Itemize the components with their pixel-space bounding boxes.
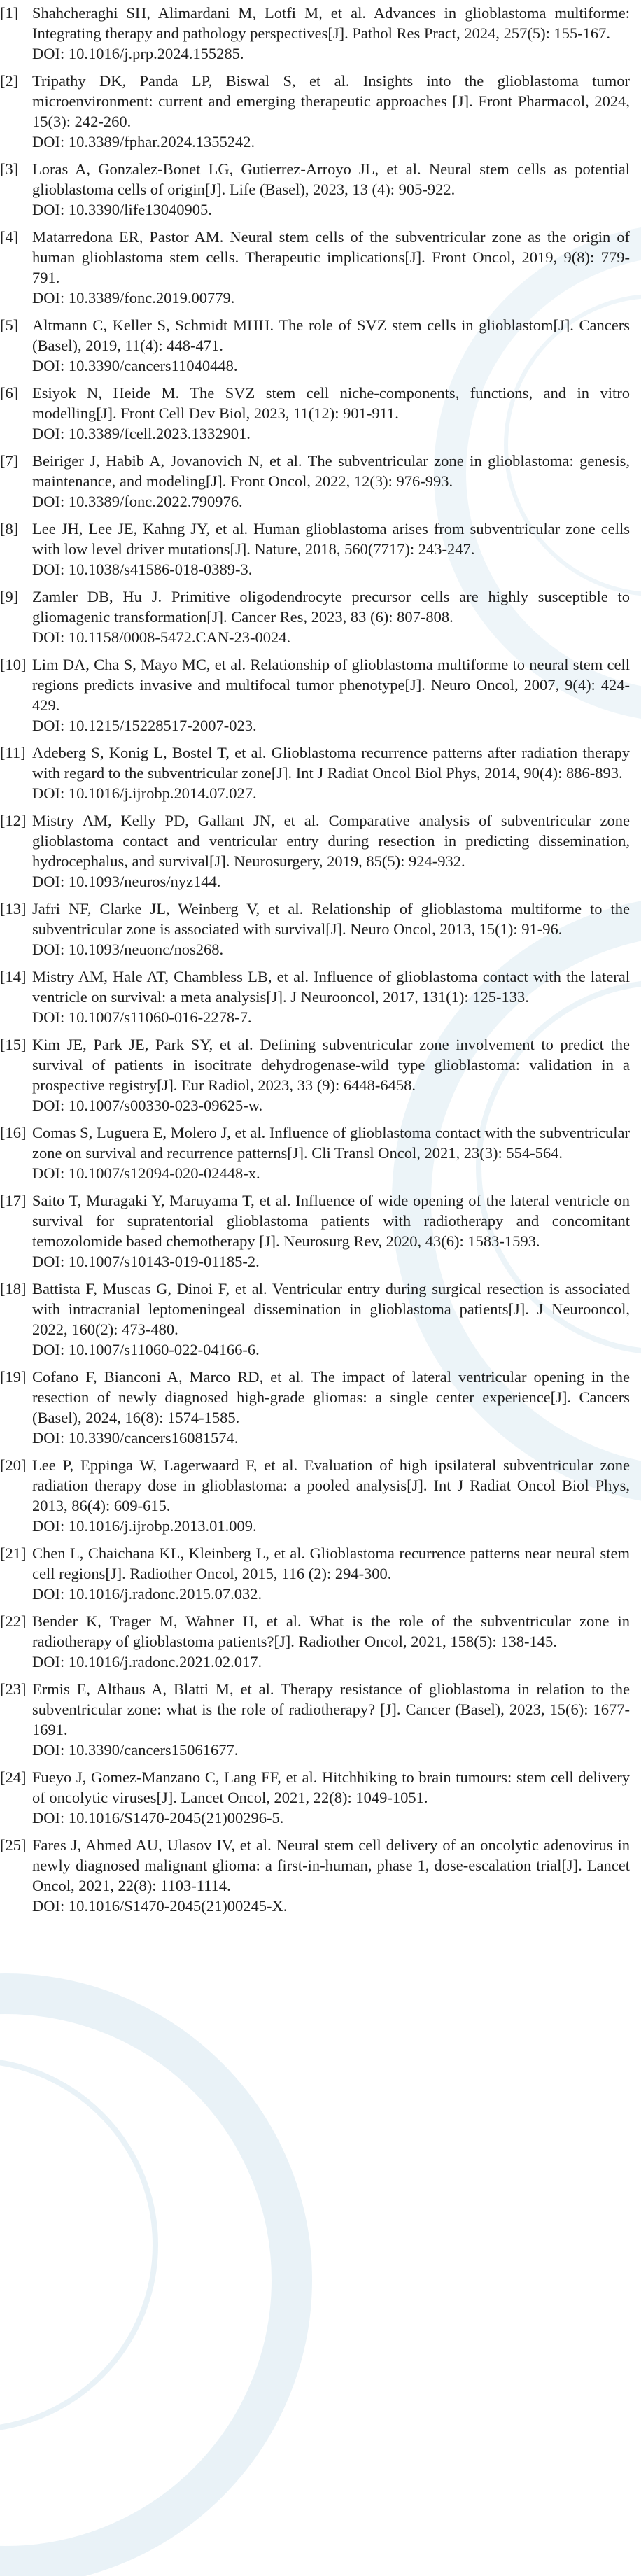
reference-number: [25] xyxy=(0,1836,27,1854)
reference-item xyxy=(0,810,630,892)
reference-number: [22] xyxy=(0,1612,27,1630)
reference-item xyxy=(0,966,630,1027)
reference-citation: Beiriger J, Habib A, Jovanovich N, et al. The subventricular zone in glioblastoma: genesis, maintenance, and modeling[J]. Front Oncol, 2022, 12(3): 976-993. xyxy=(32,452,630,490)
reference-number: [17] xyxy=(0,1192,27,1209)
reference-doi: DOI: 10.1016/j.ijrobp.2014.07.027. xyxy=(32,784,257,802)
reference-number: [2] xyxy=(0,72,19,90)
reference-number: [11] xyxy=(0,744,26,761)
reference-item xyxy=(0,1367,630,1448)
reference-citation: Zamler DB, Hu J. Primitive oligodendrocyte precursor cells are highly susceptible to gliomagenic transformation[J]. Cancer Res, 2023, 83 (6): 807-808. xyxy=(32,588,630,626)
reference-number: [15] xyxy=(0,1036,27,1053)
reference-item xyxy=(0,1190,630,1272)
reference-doi: DOI: 10.1016/S1470-2045(21)00296-5. xyxy=(32,1809,284,1827)
reference-doi: DOI: 10.1007/s11060-022-04166-6. xyxy=(32,1341,260,1358)
reference-doi: DOI: 10.1016/j.radonc.2021.02.017. xyxy=(32,1653,262,1670)
reference-citation: Jafri NF, Clarke JL, Weinberg V, et al. Relationship of glioblastoma multiforme to the subventricular zone is associated with survival[J]. Neuro Oncol, 2013, 15(1): 91-96. xyxy=(32,900,630,938)
watermark-seal-bottom-inner xyxy=(0,2057,158,2433)
reference-citation: Kim JE, Park JE, Park SY, et al. Defining subventricular zone involvement to predict the survival of patients in isocitrate dehydrogenase-wild type glioblastoma: validation in a prospective registry[J]. Eur Radiol, 2023, 33 (9): 6448-6458. xyxy=(32,1036,630,1094)
reference-doi: DOI: 10.3389/fonc.2022.790976. xyxy=(32,493,243,510)
reference-number: [14] xyxy=(0,968,27,985)
reference-citation: Fueyo J, Gomez-Manzano C, Lang FF, et al. Hitchhiking to brain tumours: stem cell delivery of oncolytic viruses[J]. Lancet Oncol, 2021, 22(8): 1049-1051. xyxy=(32,1768,630,1806)
reference-item xyxy=(0,1835,630,1916)
reference-citation: Tripathy DK, Panda LP, Biswal S, et al. Insights into the glioblastoma tumor microenvironment: current and emerging therapeutic approaches [J]. Front Pharmacol, 2024, 15(3): 242-260. xyxy=(32,72,630,130)
reference-item xyxy=(0,1122,630,1183)
reference-citation: Saito T, Muragaki Y, Maruyama T, et al. Influence of wide opening of the lateral ventricle on survival for supratentorial glioblastoma patients with radiotherapy and concomitant temozolomide based chemotherapy [J]. Neurosurg Rev, 2020, 43(6): 1583-1593. xyxy=(32,1192,630,1250)
reference-doi: DOI: 10.3389/fcell.2023.1332901. xyxy=(32,425,251,442)
reference-item xyxy=(0,654,630,736)
reference-citation: Matarredona ER, Pastor AM. Neural stem cells of the subventricular zone as the origin of human glioblastoma stem cells. Therapeutic implications[J]. Front Oncol, 2019, 9(8): 779-791. xyxy=(32,228,630,286)
reference-doi: DOI: 10.1016/j.radonc.2015.07.032. xyxy=(32,1585,262,1603)
reference-doi: DOI: 10.3390/cancers11040448. xyxy=(32,357,238,374)
reference-citation: Lim DA, Cha S, Mayo MC, et al. Relationship of glioblastoma multiforme to neural stem cell regions predicts invasive and multifocal tumor phenotype[J]. Neuro Oncol, 2007, 9(4): 424-429. xyxy=(32,656,630,714)
reference-citation: Mistry AM, Kelly PD, Gallant JN, et al. Comparative analysis of subventricular zone glioblastoma contact and ventricular entry during resection in predicting dissemination, hydrocephalus, and survival[J]. Neurosurgery, 2019, 85(5): 924-932. xyxy=(32,812,630,870)
reference-item xyxy=(0,742,630,803)
reference-citation: Ermis E, Althaus A, Blatti M, et al. Therapy resistance of glioblastoma in relation to the subventricular zone: what is the role of radiotherapy? [J]. Cancer (Basel), 2023, 15(6): 1677-1691. xyxy=(32,1680,630,1738)
reference-doi: DOI: 10.1215/15228517-2007-023. xyxy=(32,717,257,734)
reference-number: [5] xyxy=(0,316,19,334)
reference-item xyxy=(0,1767,630,1828)
reference-doi: DOI: 10.1016/j.ijrobp.2013.01.009. xyxy=(32,1517,257,1535)
reference-number: [7] xyxy=(0,452,19,470)
reference-item xyxy=(0,519,630,579)
reference-item xyxy=(0,586,630,647)
reference-item xyxy=(0,315,630,376)
reference-item xyxy=(0,1679,630,1760)
reference-item xyxy=(0,1455,630,1536)
reference-citation: Lee P, Eppinga W, Lagerwaard F, et al. Evaluation of high ipsilateral subventricular zone radiation therapy dose in glioblastoma: a pooled analysis[J]. Int J Radiat Oncol Biol Phys, 2013, 86(4): 609-615. xyxy=(32,1456,630,1514)
reference-number: [13] xyxy=(0,900,27,917)
reference-citation: Comas S, Luguera E, Molero J, et al. Influence of glioblastoma contact with the subventricular zone on survival and recurrence patterns[J]. Cli Transl Oncol, 2021, 23(3): 554-564. xyxy=(32,1124,630,1162)
reference-citation: Chen L, Chaichana KL, Kleinberg L, et al. Glioblastoma recurrence patterns near neural stem cell regions[J]. Radiother Oncol, 2015, 116 (2): 294-300. xyxy=(32,1544,630,1582)
reference-citation: Cofano F, Bianconi A, Marco RD, et al. The impact of lateral ventricular opening in the resection of newly diagnosed high-grade gliomas: a single center experience[J]. Cancers (Basel), 2024, 16(8): 1574-1585. xyxy=(32,1368,630,1426)
reference-number: [16] xyxy=(0,1124,27,1141)
reference-citation: Mistry AM, Hale AT, Chambless LB, et al. Influence of glioblastoma contact with the lateral ventricle on survival: a meta analysis[J]. J Neurooncol, 2017, 131(1): 125-133. xyxy=(32,968,630,1006)
reference-item xyxy=(0,1279,630,1360)
reference-citation: Lee JH, Lee JE, Kahng JY, et al. Human glioblastoma arises from subventricular zone cells with low level driver mutations[J]. Nature, 2018, 560(7717): 243-247. xyxy=(32,520,630,558)
reference-doi: DOI: 10.3389/fphar.2024.1355242. xyxy=(32,133,255,150)
reference-doi: DOI: 10.1158/0008-5472.CAN-23-0024. xyxy=(32,628,291,646)
reference-number: [3] xyxy=(0,160,19,178)
reference-number: [23] xyxy=(0,1680,27,1698)
reference-number: [1] xyxy=(0,4,19,22)
reference-doi: DOI: 10.1007/s00330-023-09625-w. xyxy=(32,1097,263,1114)
reference-citation: Shahcheraghi SH, Alimardani M, Lotfi M, et al. Advances in glioblastoma multiforme: Integrating therapy and pathology perspectives[J]. Pathol Res Pract, 2024, 257(5): 155-167. xyxy=(32,4,630,42)
reference-number: [8] xyxy=(0,520,19,537)
reference-doi: DOI: 10.3389/fonc.2019.00779. xyxy=(32,289,235,307)
reference-item xyxy=(0,1543,630,1604)
reference-citation: Fares J, Ahmed AU, Ulasov IV, et al. Neural stem cell delivery of an oncolytic adenovirus in newly diagnosed malignant glioma: a first-in-human, phase 1, dose-escalation trial[J]. Lancet Oncol, 2021, 22(8): 1103-1114. xyxy=(32,1836,630,1894)
reference-number: [6] xyxy=(0,384,19,402)
reference-item xyxy=(0,71,630,152)
reference-doi: DOI: 10.1007/s12094-020-02448-x. xyxy=(32,1164,260,1182)
reference-doi: DOI: 10.1016/S1470-2045(21)00245-X. xyxy=(32,1897,288,1915)
reference-list xyxy=(0,3,630,1923)
reference-item xyxy=(0,3,630,64)
reference-item xyxy=(0,451,630,512)
reference-doi: DOI: 10.3390/life13040905. xyxy=(32,201,212,218)
reference-doi: DOI: 10.1007/s10143-019-01185-2. xyxy=(32,1253,260,1270)
reference-item xyxy=(0,227,630,308)
reference-item xyxy=(0,159,630,220)
reference-number: [19] xyxy=(0,1368,27,1386)
reference-citation: Altmann C, Keller S, Schmidt MHH. The role of SVZ stem cells in glioblastom[J]. Cancers (Basel), 2019, 11(4): 448-471. xyxy=(32,316,630,354)
reference-number: [4] xyxy=(0,228,19,246)
reference-number: [10] xyxy=(0,656,27,673)
reference-doi: DOI: 10.1038/s41586-018-0389-3. xyxy=(32,561,253,578)
watermark-seal-bottom xyxy=(0,1973,312,2576)
reference-number: [21] xyxy=(0,1544,27,1562)
reference-doi: DOI: 10.1007/s11060-016-2278-7. xyxy=(32,1008,252,1026)
reference-item xyxy=(0,1611,630,1672)
reference-number: [12] xyxy=(0,812,27,829)
reference-doi: DOI: 10.3390/cancers16081574. xyxy=(32,1429,239,1447)
reference-number: [24] xyxy=(0,1768,27,1786)
reference-doi: DOI: 10.1093/neuonc/nos268. xyxy=(32,941,224,958)
reference-number: [18] xyxy=(0,1280,27,1297)
reference-citation: Loras A, Gonzalez-Bonet LG, Gutierrez-Arroyo JL, et al. Neural stem cells as potential glioblastoma cells of origin[J]. Life (Basel), 2023, 13 (4): 905-922. xyxy=(32,160,630,198)
reference-citation: Adeberg S, Konig L, Bostel T, et al. Glioblastoma recurrence patterns after radiation therapy with regard to the subventricular zone[J]. Int J Radiat Oncol Biol Phys, 2014, 90(4): 886-893. xyxy=(32,744,630,782)
reference-number: [20] xyxy=(0,1456,27,1474)
reference-item xyxy=(0,1034,630,1115)
reference-doi: DOI: 10.1016/j.prp.2024.155285. xyxy=(32,45,244,62)
reference-item xyxy=(0,899,630,959)
reference-citation: Battista F, Muscas G, Dinoi F, et al. Ventricular entry during surgical resection is associated with intracranial leptomeningeal dissemination in glioblastoma patients[J]. J Neurooncol, 2022, 160(2): 473-480. xyxy=(32,1280,630,1338)
reference-doi: DOI: 10.1093/neuros/nyz144. xyxy=(32,873,221,890)
reference-citation: Bender K, Trager M, Wahner H, et al. What is the role of the subventricular zone in radiotherapy of glioblastoma patients?[J]. Radiother Oncol, 2021, 158(5): 138-145. xyxy=(32,1612,630,1650)
reference-number: [9] xyxy=(0,588,19,605)
reference-doi: DOI: 10.3390/cancers15061677. xyxy=(32,1741,239,1759)
reference-item xyxy=(0,383,630,444)
reference-citation: Esiyok N, Heide M. The SVZ stem cell niche-components, functions, and in vitro modelling[J]. Front Cell Dev Biol, 2023, 11(12): 901-911. xyxy=(32,384,630,422)
